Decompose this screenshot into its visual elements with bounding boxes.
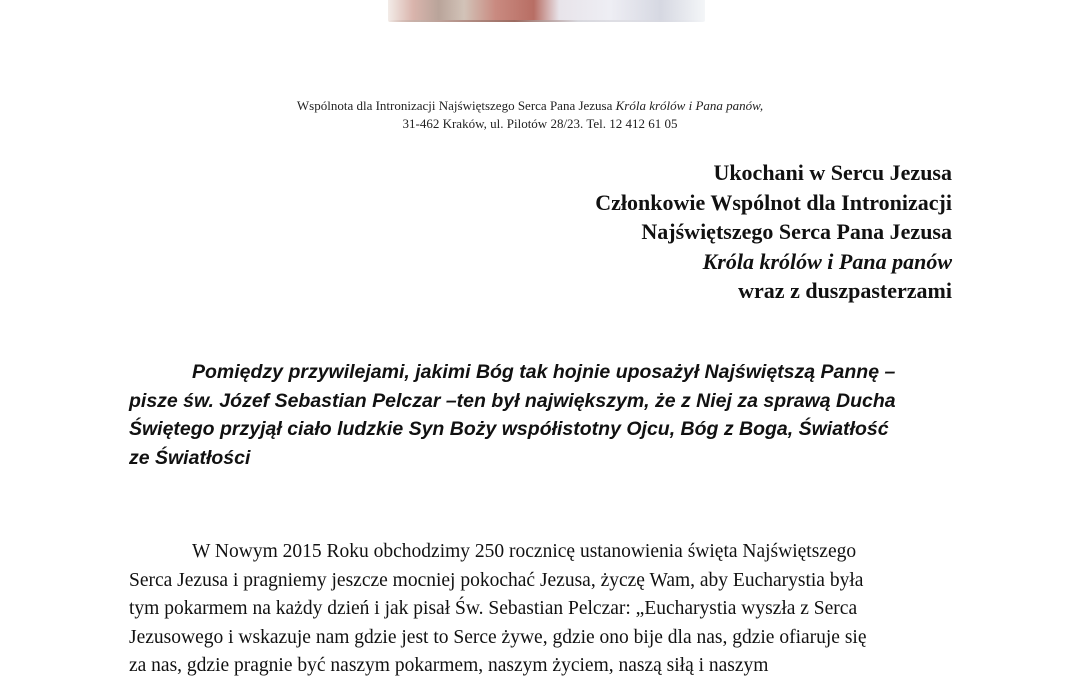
letter-body-paragraph	[129, 538, 959, 681]
body-line: za nas, gdzie pragnie być naszym pokarmem, naszym życiem, naszą siłą i naszym	[129, 655, 769, 677]
body-line: Jezusowego i wskazuje nam gdzie jest to Serce żywe, gdzie ono bije dla nas, gdzie ofiaruje się	[129, 626, 867, 648]
organization-name-regular: Wspólnota dla Intronizacji Najświętszego Serca Pana Jezusa	[296, 98, 616, 113]
addressee-line: Członkowie Wspólnot dla Intronizacji	[595, 189, 952, 215]
addressee-line: Króla królów i Pana panów	[702, 248, 952, 274]
quote-line: pisze św. Józef Sebastian Pelczar –ten był największym, że z Niej za sprawą Ducha	[129, 389, 896, 412]
quote-line: ze Światłości	[129, 446, 251, 469]
organization-name-italic: Króla królów i Pana panów,	[615, 98, 764, 113]
quote-line: Świętego przyjął ciało ludzkie Syn Boży współistotny Ojcu, Bóg z Boga, Światłość	[129, 418, 889, 440]
addressee-block	[595, 158, 952, 306]
body-line: tym pokarmem na każdy dzień i jak pisał Św. Sebastian Pelczar: „Eucharystia wyszła z Serca	[129, 598, 858, 620]
quote-line: Pomiędzy przywilejami, jakimi Bóg tak hojnie uposażył Najświętszą Pannę –	[192, 361, 896, 383]
organization-address: 31-462 Kraków, ul. Pilotów 28/23. Tel. 12 412 61 05	[402, 116, 678, 131]
opening-quote	[129, 358, 959, 472]
addressee-line: Najświętszego Serca Pana Jezusa	[641, 219, 952, 244]
body-line: Serca Jezusa i pragniemy jeszcze mocniej pokochać Jezusa, życzę Wam, aby Eucharystia była	[129, 569, 864, 591]
header-painting-image	[388, 0, 705, 22]
addressee-line: wraz z duszpasterzami	[738, 278, 952, 303]
organization-name	[0, 98, 1070, 114]
body-line: W Nowym 2015 Roku obchodzimy 250 rocznicę ustanowienia święta Najświętszego	[192, 541, 857, 562]
addressee-line: Ukochani w Sercu Jezusa	[713, 160, 952, 185]
